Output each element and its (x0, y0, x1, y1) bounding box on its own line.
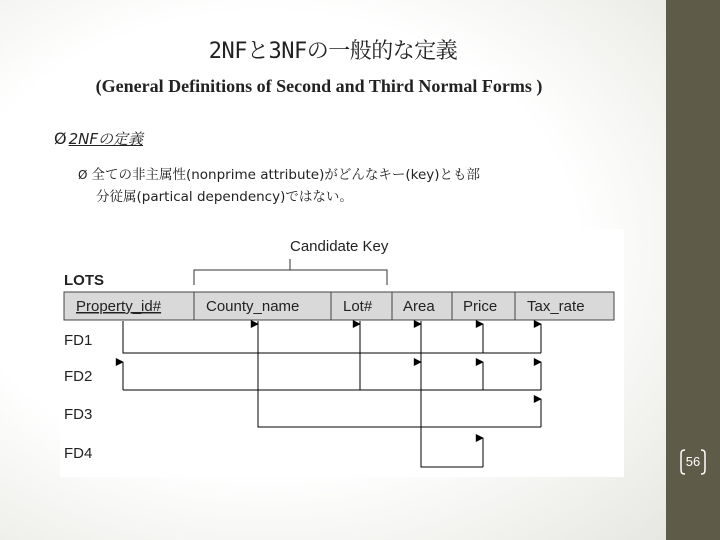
bullet-level1 (54, 128, 143, 149)
fd1-arrows (123, 321, 541, 353)
attribute-tax-rate: Tax_rate (527, 298, 585, 315)
slide-subtitle: (General Definitions of Second and Third Normal Forms ) (95, 76, 543, 96)
bullet-level2 (78, 164, 638, 208)
bullet-arrow-icon: Ø (54, 129, 67, 148)
attribute-area: Area (403, 298, 435, 315)
bullet-arrow-icon: Ø (78, 168, 88, 182)
fd4-label: FD4 (64, 445, 93, 462)
attribute-property-id: Property_id# (76, 298, 162, 315)
bullet2-line2: 分従属(partical dependency)ではない。 (96, 189, 353, 205)
candidate-key-label: Candidate Key (290, 238, 389, 255)
bullet2-line1: 全ての非主属性(nonprime attribute)がどんなキー(key)とも部 (91, 167, 481, 183)
fd3-arrows (258, 321, 541, 427)
lots-dependency-diagram (60, 229, 624, 477)
attribute-county-name: County_name (206, 298, 300, 315)
fd2-label: FD2 (64, 368, 93, 385)
diagram-svg (60, 229, 624, 477)
relation-name: LOTS (64, 272, 104, 289)
fd4-arrows (421, 321, 483, 467)
attribute-lot: Lot# (343, 298, 373, 315)
candidate-key-bracket (194, 259, 387, 285)
fd2-arrows (123, 321, 541, 390)
fd1-label: FD1 (64, 332, 93, 349)
page-number: 56 (685, 454, 701, 469)
fd3-label: FD3 (64, 406, 93, 423)
attribute-price: Price (463, 298, 498, 315)
page-number-badge (679, 448, 707, 476)
slide-title: 2NFと3NFの一般的な定義 (208, 39, 458, 64)
bullet1-text: 2NFの定義 (68, 130, 143, 148)
